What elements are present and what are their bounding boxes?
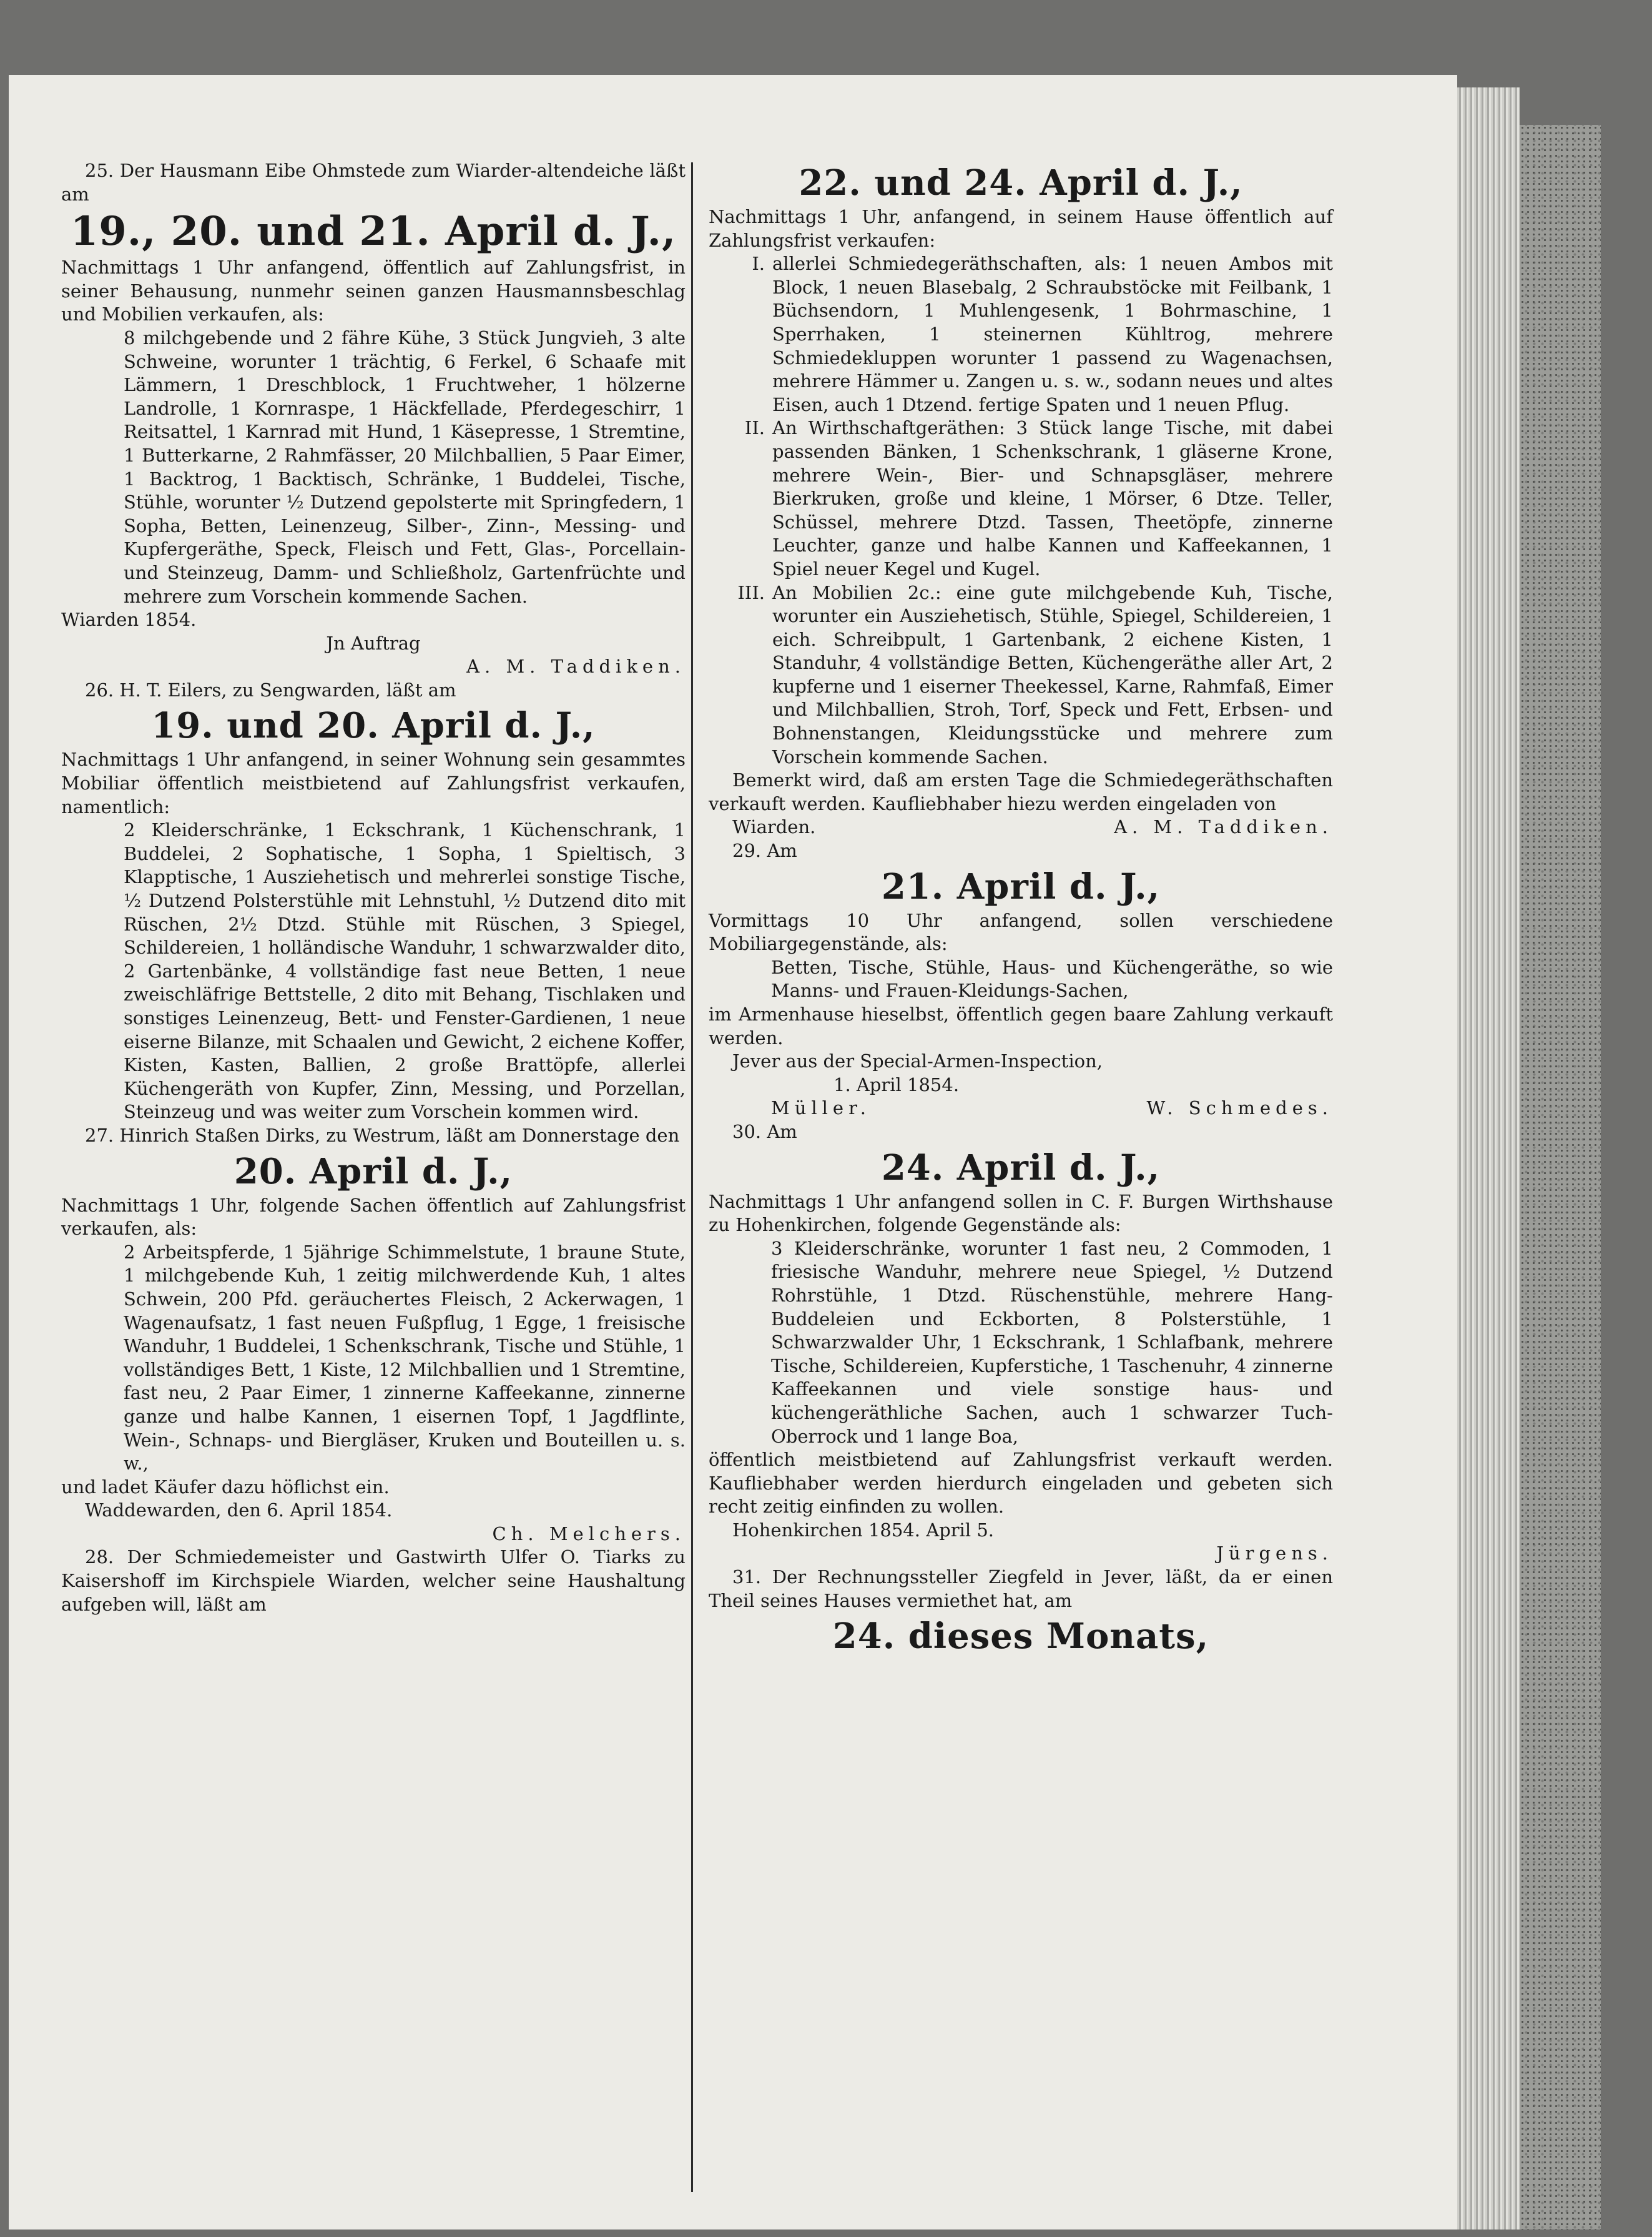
- notice-30-place: Hohenkirchen 1854. April 5.: [732, 1519, 994, 1541]
- notice-26-items: 2 Kleiderschränke, 1 Eckschrank, 1 Küchenschrank, 1 Buddelei, 2 Sophatische, 1 Sopha, 1 Spieltisch, 3 Klapptische, 1 Ausziehetisch und mehrerlei sonstige Tische, ½ Dutzend Polsterstühle mit Lehnstuhl, ½ Dutzend dito mit Rüschen, 2½ Dtzd. Stühle mit Rüschen, 3 Spiegel, Schildereien, 1 holländische Wanduhr, 1 schwarzwalder dito, 2 Gartenbänke, 4 vollständige fast neue Betten, 1 neue zweischläfrige Bettstelle, 2 dito mit Behang, Tischlaken und sonstiges Leinenzeug, Bett- und Fenster-Gardienen, 1 neue eiserne Bilanze, mit Schaalen und Gewicht, 2 eichene Koffer, Kisten, Kasten, Ballien, 2 große Brattöpfe, allerlei Küchengeräth von Kupfer, Zinn, Messing, und Porzellan, Steinzeug und was weiter zum Vorschein kommen wird.: [124, 819, 686, 1123]
- notice-29-signature-2: W. Schmedes.: [1146, 1097, 1333, 1119]
- notice-28-place: Wiarden.: [732, 816, 816, 838]
- left-column: [61, 159, 686, 1616]
- column-rule: [691, 162, 693, 2192]
- notice-26-body: Nachmittags 1 Uhr anfangend, in seiner Wohnung sein gesammtes Mobiliar öffentlich meistbietend auf Zahlungsfrist verkaufen, namentlich:: [61, 749, 686, 817]
- notice-29-signoff: [709, 1097, 1333, 1120]
- notice-28-body: Nachmittags 1 Uhr, anfangend, in seinem Hause öffentlich auf Zahlungsfrist verkaufen:: [709, 206, 1333, 251]
- notice-28-date: 22. und 24. April d. J.,: [799, 162, 1243, 204]
- notice-29-place: Jever aus der Special-Armen-Inspection,: [732, 1050, 1103, 1072]
- notice-27-signature: Ch. Melchers.: [492, 1523, 686, 1544]
- notice-30-signature: Jürgens.: [1216, 1543, 1333, 1564]
- notice-26-date: 19. und 20. April d. J.,: [151, 705, 596, 747]
- notice-25-intro: 25. Der Hausmann Eibe Ohmstede zum Wiarder-altendeiche läßt am: [61, 160, 686, 205]
- notice-30-body: Nachmittags 1 Uhr anfangend sollen in C. F. Burgen Wirthshause zu Hohenkirchen, folgende Gegenstände als:: [709, 1190, 1333, 1236]
- notice-28-intro: 28. Der Schmiedemeister und Gastwirth Ulfer O. Tiarks zu Kaisershoff im Kirchspiele Wiarden, welcher seine Haushaltung aufgeben will, läßt am: [61, 1546, 686, 1615]
- notice-29-cont: im Armenhause hieselbst, öffentlich gegen baare Zahlung verkauft werden.: [709, 1004, 1333, 1049]
- notice-29-items: Betten, Tische, Stühle, Haus- und Küchengeräthe, so wie Manns- und Frauen-Kleidungs-Sachen,: [771, 956, 1333, 1002]
- list-text: An Wirthschaftgeräthen: 3 Stück lange Tische, mit dabei passenden Bänken, 1 Schenkschrank, 1 gläserne Krone, mehrere Wein-, Bier- und Schnapsgläser, mehrere Bierkruken, große und kleine, 1 Mörser, 6 Dtze. Teller, Schüssel, mehrere Dtzd. Tassen, Theetöpfe, zinnerne Leuchter, ganze und halbe Kannen und Kaffeekannen, 1 Spiel neuer Kegel und Kugel.: [772, 417, 1333, 580]
- notice-27-items: 2 Arbeitspferde, 1 5jährige Schimmelstute, 1 braune Stute, 1 milchgebende Kuh, 1 zeitig milchwerdende Kuh, 1 altes Schwein, 200 Pfd. geräuchertes Fleisch, 2 Ackerwagen, 1 Wagenaufsatz, 1 fast neuen Fußpflug, 1 Egge, 1 freisische Wanduhr, 1 Buddelei, 1 Schenkschrank, Tische und Stühle, 1 vollständiges Bett, 1 Kiste, 12 Milchballien und 1 Stremtine, fast neu, 2 Paar Eimer, 1 zinnerne Kaffeekanne, zinnerne ganze und halbe Kannen, 1 eisernen Topf, 1 Jagdflinte, Wein-, Schnaps- und Biergläser, Kruken und Bouteillen u. s. w.,: [124, 1241, 686, 1474]
- notice-25-date: 19., 20. und 21. April d. J.,: [70, 208, 677, 255]
- notice-31-date: 24. dieses Monats,: [832, 1616, 1209, 1657]
- notice-28-list-item: [709, 252, 1333, 417]
- notice-28-list-item: [709, 581, 1333, 769]
- notice-28-note: Bemerkt wird, daß am ersten Tage die Schmiedegeräthschaften verkauft werden. Kaufliebhaber hiezu werden eingeladen von: [709, 769, 1333, 814]
- right-column: [709, 159, 1333, 1659]
- page-stack-edge: [1457, 87, 1520, 2230]
- notice-26-intro: 26. H. T. Eilers, zu Sengwarden, läßt am: [85, 679, 456, 701]
- notice-27-body: Nachmittags 1 Uhr, folgende Sachen öffentlich auf Zahlungsfrist verkaufen, als:: [61, 1194, 686, 1240]
- notice-25-place: Wiarden 1854.: [61, 609, 197, 631]
- notice-30-items: 3 Kleiderschränke, worunter 1 fast neu, 2 Commoden, 1 friesische Wanduhr, mehrere neue Spiegel, ½ Dutzend Rohrstühle, 1 Dtzd. Rüschenstühle, mehrere Hang-Buddeleien und Eckborten, 8 Polsterstühle, 1 Schwarzwalder Uhr, 1 Eckschrank, 1 Schlafbank, mehrere Tische, Schildereien, Kupferstiche, 1 Taschenuhr, 4 zinnerne Kaffeekannen und viele sonstige haus- und küchengeräthliche Sachen, auch 1 schwarzer Tuch-Oberrock und 1 lange Boa,: [771, 1237, 1333, 1447]
- notice-29-signature-1: Müller.: [771, 1097, 871, 1119]
- notice-29-intro: 29. Am: [732, 840, 797, 862]
- list-text: allerlei Schmiedegeräthschaften, als: 1 neuen Ambos mit Block, 1 neuen Blasebalg, 2 Schraubstöcke mit Feilbank, 1 Büchsendorn, 1 Muhlengesenk, 1 Bohrmaschine, 1 Sperrhaken, 1 steinernen Kühltrog, mehrere Schmiedekluppen worunter 1 passend zu Wagenachsen, mehrere Hämmer u. Zangen u. s. w., sodann neues und altes Eisen, auch 1 Dtzend. fertige Spaten und 1 neuen Pflug.: [772, 253, 1333, 415]
- notice-30-intro: 30. Am: [732, 1120, 797, 1142]
- notice-31-intro: 31. Der Rechnungssteller Ziegfeld in Jever, läßt, da er einen Theil seines Hauses vermiethet hat, am: [709, 1566, 1333, 1611]
- notice-30-cont: öffentlich meistbietend auf Zahlungsfrist verkauft werden. Kaufliebhaber werden hierdurch eingeladen und gebeten sich recht zeitig einfinden zu wollen.: [709, 1449, 1333, 1518]
- list-number: III.: [737, 581, 765, 603]
- notice-27-intro: 27. Hinrich Staßen Dirks, zu Westrum, läßt am Donnerstage den: [85, 1124, 680, 1146]
- notice-28-signature: A. M. Taddiken.: [1114, 816, 1333, 838]
- notice-25-signature: A. M. Taddiken.: [466, 656, 686, 678]
- notice-27-place: Waddewarden, den 6. April 1854.: [85, 1499, 393, 1521]
- book-edge: [1520, 125, 1601, 2230]
- notice-25-items: 8 milchgebende und 2 fähre Kühe, 3 Stück Jungvieh, 3 alte Schweine, worunter 1 trächtig, 6 Ferkel, 6 Schaafe mit Lämmern, 1 Dreschblock, 1 Fruchtweher, 1 hölzerne Landrolle, 1 Kornraspe, 1 Häckfellade, Pferdegeschirr, 1 Reitsattel, 1 Karnrad mit Hund, 1 Käsepresse, 1 Stremtine, 1 Butterkarne, 2 Rahmfässer, 20 Milchballien, 5 Paar Eimer, 1 Backtrog, 1 Backtisch, Schränke, 1 Buddelei, Tische, Stühle, worunter ½ Dutzend gepolsterte mit Springfedern, 1 Sopha, Betten, Leinenzeug, Silber-, Zinn-, Messing- und Kupfergeräthe, Speck, Fleisch und Fett, Glas-, Porcellain- und Steinzeug, Damm- und Schließholz, Gartenfrüchte und mehrere zum Vorschein kommende Sachen.: [124, 327, 686, 607]
- notice-25-auftrag: Jn Auftrag: [326, 632, 421, 654]
- notice-27-close: und ladet Käufer dazu höflichst ein.: [61, 1476, 390, 1498]
- list-text: An Mobilien 2c.: eine gute milchgebende Kuh, Tische, worunter ein Ausziehetisch, Stühle, Spiegel, Schildereien, 1 eich. Schreibpult, 1 Gartenbank, 2 eichene Kisten, 1 Standuhr, 4 vollständige Betten, Küchengeräthe aller Art, 2 kupferne und 1 eiserner Theekessel, Karne, Rahmfaß, Eimer und Milchballien, Stroh, Torf, Speck und Fett, Erbsen- und Bohnenstangen, Kleidungsstücke und mehrere zum Vorschein kommende Sachen.: [772, 581, 1333, 768]
- notice-29-date: 21. April d. J.,: [881, 866, 1161, 907]
- notice-28-list-item: [709, 417, 1333, 581]
- list-number: II.: [744, 417, 765, 439]
- notice-28-signoff: [709, 816, 1333, 839]
- notice-29-date-line: 1. April 1854.: [833, 1074, 960, 1095]
- notice-30-date: 24. April d. J.,: [881, 1147, 1161, 1188]
- notice-25-body: Nachmittags 1 Uhr anfangend, öffentlich auf Zahlungsfrist, in seiner Behausung, nunmehr seinen ganzen Hausmannsbeschlag und Mobilien verkaufen, als:: [61, 257, 686, 325]
- notice-29-body: Vormittags 10 Uhr anfangend, sollen verschiedene Mobiliargegenstände, als:: [709, 909, 1333, 955]
- list-number: I.: [752, 253, 765, 275]
- notice-27-date: 20. April d. J.,: [234, 1150, 513, 1192]
